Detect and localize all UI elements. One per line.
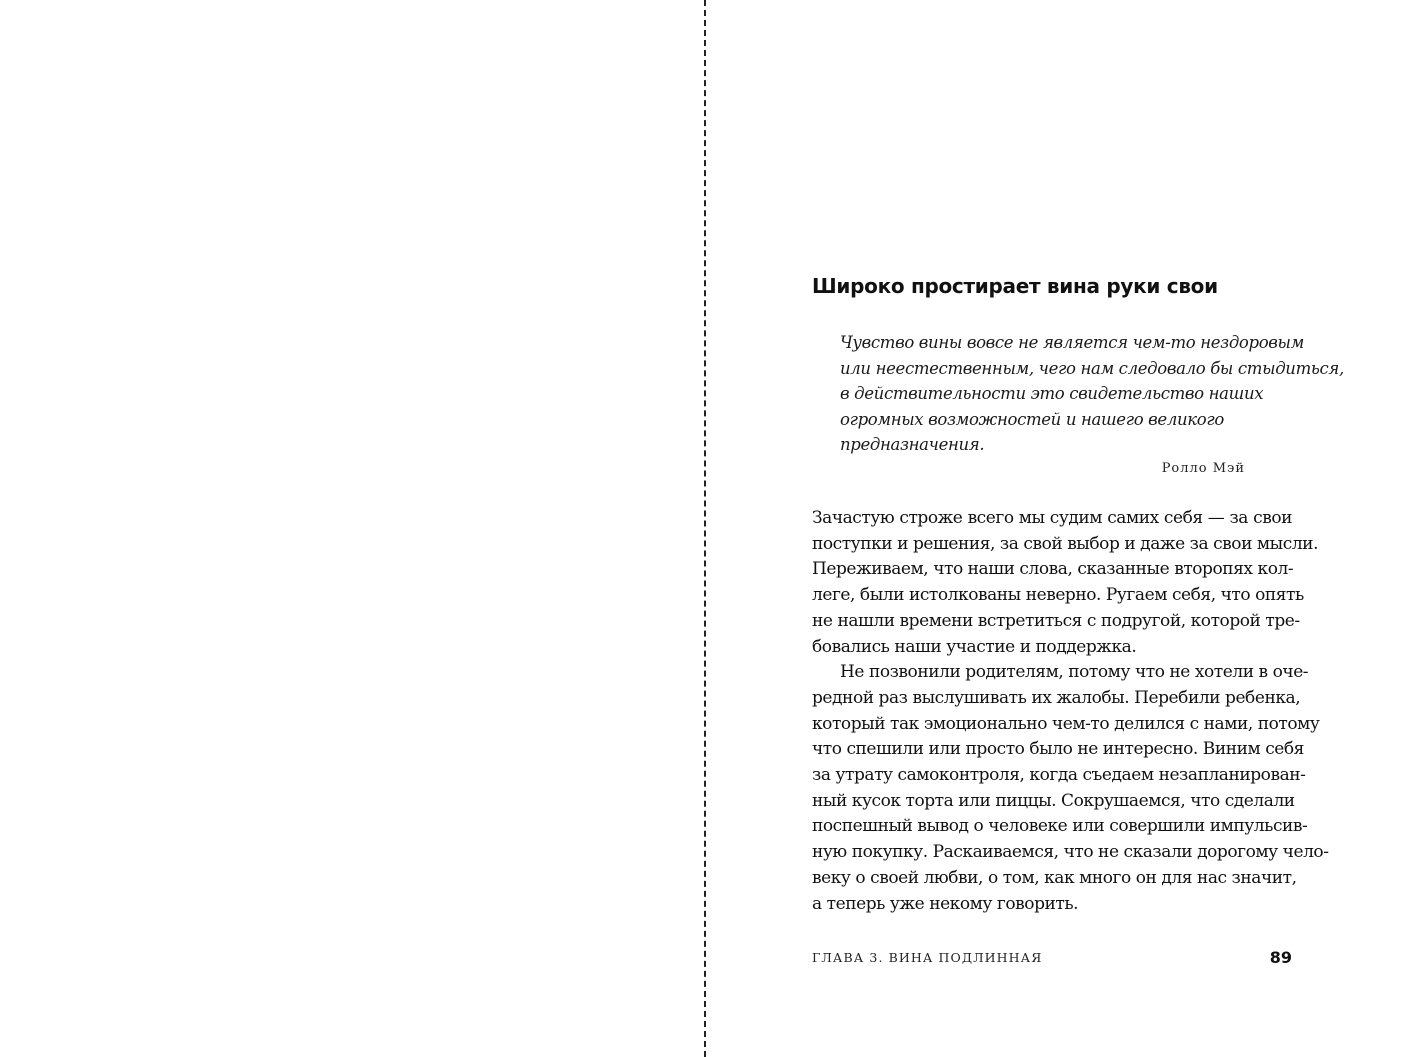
body-line: леге, были истолкованы неверно. Ругаем себя, что опять: [812, 585, 1304, 606]
body-line: который так эмоционально чем-то делился с нами, потому: [812, 713, 1320, 734]
body-line: ный кусок торта или пиццы. Сокрушаемся, что сделали: [812, 790, 1295, 811]
epigraph-author: Ролло Мэй: [1161, 460, 1245, 476]
left-page-blank: [0, 0, 704, 1057]
body-line: поспешный вывод о человеке или совершили импульсив-: [812, 816, 1308, 837]
epigraph-line: предназначения.: [840, 435, 985, 454]
body-line: веку о своей любви, о том, как много он для нас значит,: [812, 867, 1297, 888]
epigraph-line: в действительности это свидетельство наших: [840, 384, 1264, 403]
body-line: а теперь уже некому говорить.: [812, 893, 1079, 914]
body-line: редной раз выслушивать их жалобы. Перебили ребенка,: [812, 687, 1301, 708]
epigraph-line: или неестественным, чего нам следовало бы стыдиться,: [840, 358, 1344, 378]
epigraph-line: Чувство вины вовсе не является чем-то нездоровым: [840, 333, 1304, 352]
body-line: за утрату самоконтроля, когда съедаем незапланирован-: [812, 765, 1306, 786]
body-line: что спешили или просто было не интересно. Виним себя: [812, 739, 1304, 760]
body-line: ную покупку. Раскаиваемся, что не сказали дорогому чело-: [812, 842, 1329, 863]
body-line: поступки и решения, за свой выбор и даже за свои мысли.: [812, 533, 1319, 554]
body-text: [812, 506, 1329, 917]
epigraph: [840, 330, 1344, 476]
section-title: Широко простирает вина руки свои: [812, 274, 1218, 298]
chapter-label: ГЛАВА 3. ВИНА ПОДЛИННАЯ: [812, 950, 1043, 965]
body-line: бовались наши участие и поддержка.: [812, 636, 1137, 657]
body-line: Зачастую строже всего мы судим самих себя — за свои: [812, 508, 1292, 528]
body-line: Не позвонили родителям, потому что не хотели в оче-: [840, 662, 1309, 683]
running-footer: [812, 948, 1292, 970]
epigraph-line: огромных возможностей и нашего великого: [840, 409, 1224, 429]
right-page: [706, 0, 1410, 1057]
body-line: Переживаем, что наши слова, сказанные второпях кол-: [812, 559, 1294, 580]
body-line: не нашли времени встретиться с подругой, которой тре-: [812, 610, 1300, 631]
page-number: 89: [1269, 948, 1292, 967]
